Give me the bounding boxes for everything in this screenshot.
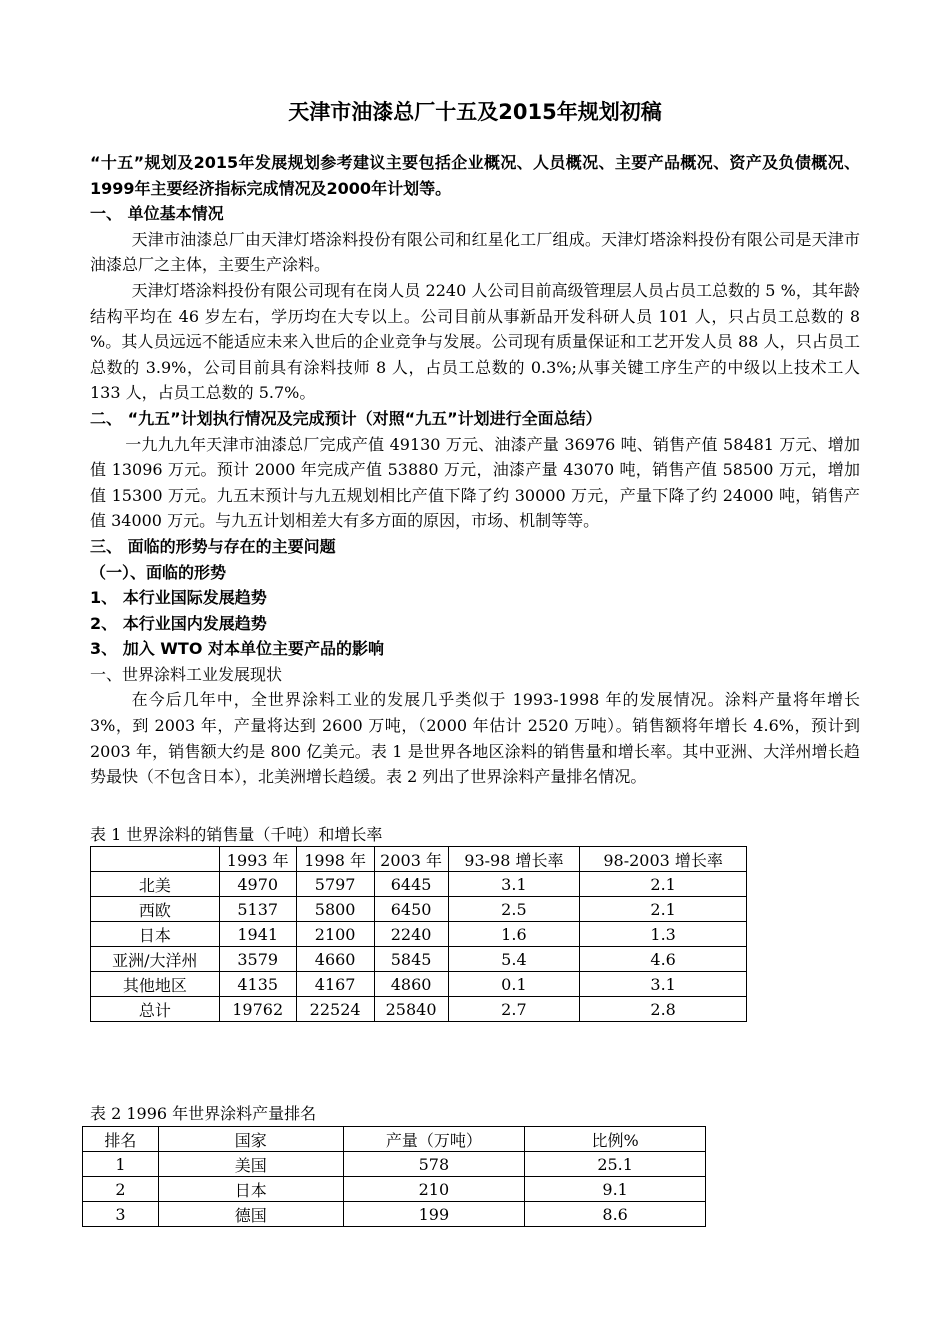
table-1-row bbox=[91, 897, 747, 922]
table-1-total-row bbox=[91, 997, 747, 1022]
table-1-cell: 日本 bbox=[91, 922, 220, 947]
table-2-header-cell: 产量（万吨） bbox=[343, 1127, 525, 1152]
table-1-header-cell bbox=[91, 847, 220, 872]
table-1-cell: 西欧 bbox=[91, 897, 220, 922]
table-2-header-row bbox=[83, 1127, 706, 1152]
table-2-cell: 德国 bbox=[158, 1202, 343, 1227]
table-1-cell: 22524 bbox=[296, 997, 374, 1022]
table-1-cell: 2100 bbox=[296, 922, 374, 947]
table-2-cell: 578 bbox=[343, 1152, 525, 1177]
table-1-header-cell: 2003 年 bbox=[374, 847, 448, 872]
document-body bbox=[90, 150, 860, 790]
table-2-cell: 1 bbox=[83, 1152, 159, 1177]
table-1-cell: 4.6 bbox=[580, 947, 747, 972]
table-1-cell: 6450 bbox=[374, 897, 448, 922]
table-1-cell: 2.1 bbox=[580, 872, 747, 897]
section-3-heading: 三、 面临的形势与存在的主要问题 bbox=[90, 536, 336, 556]
table-2 bbox=[82, 1126, 706, 1227]
table-1-cell: 5.4 bbox=[448, 947, 580, 972]
table-1-cell: 4860 bbox=[374, 972, 448, 997]
table-1-row bbox=[91, 922, 747, 947]
table-1-cell: 4135 bbox=[219, 972, 296, 997]
table-1-cell: 2.1 bbox=[580, 897, 747, 922]
table-1-cell: 北美 bbox=[91, 872, 220, 897]
table-1-row bbox=[91, 972, 747, 997]
table-1-cell: 5800 bbox=[296, 897, 374, 922]
table-1-cell: 4660 bbox=[296, 947, 374, 972]
table-1-header-cell: 1998 年 bbox=[296, 847, 374, 872]
table-2-cell: 美国 bbox=[158, 1152, 343, 1177]
table-2-cell: 25.1 bbox=[525, 1152, 706, 1177]
table-2-row bbox=[83, 1152, 706, 1177]
table-2-cell: 9.1 bbox=[525, 1177, 706, 1202]
table-2-cell: 3 bbox=[83, 1202, 159, 1227]
table-2-cell: 199 bbox=[343, 1202, 525, 1227]
table-1 bbox=[90, 846, 747, 1022]
section-2-paragraph-1: 一九九九年天津市油漆总厂完成产值 49130 万元、油漆产量 36976 吨、销售产值 58481 万元、增加值 13096 万元。预计 2000 年完成产值 53880 万元，油漆产量 43070 吨，销售产值 58500 万元，增加值 15300 万元。九五末预计与九五规划相比产值下降了约 30000 万元，产量下降了约 24000 吨，销售产值 34000 万元。与九五计划相差大有多方面的原因，市场、机制等等。 bbox=[90, 434, 860, 531]
table-2-caption: 表 2 1996 年世界涂料产量排名 bbox=[90, 1104, 317, 1123]
table-1-cell: 1941 bbox=[219, 922, 296, 947]
table-1-cell: 5845 bbox=[374, 947, 448, 972]
table-2-header-cell: 国家 bbox=[158, 1127, 343, 1152]
section-2-heading: 二、 “九五”计划执行情况及完成预计（对照“九五”计划进行全面总结） bbox=[90, 408, 602, 428]
table-2-cell: 8.6 bbox=[525, 1202, 706, 1227]
table-1-row bbox=[91, 872, 747, 897]
table-2-header-cell: 排名 bbox=[83, 1127, 159, 1152]
section-3-subheading-1: （一）、面临的形势 bbox=[90, 562, 227, 582]
table-1-cell: 其他地区 bbox=[91, 972, 220, 997]
table-2-header-cell: 比例% bbox=[525, 1127, 706, 1152]
table-1-cell: 1.6 bbox=[448, 922, 580, 947]
table-1-cell: 3579 bbox=[219, 947, 296, 972]
table-2-cell: 210 bbox=[343, 1177, 525, 1202]
section-1-heading: 一、 单位基本情况 bbox=[90, 204, 224, 224]
table-1-caption: 表 1 世界涂料的销售量（千吨）和增长率 bbox=[90, 825, 383, 844]
table-1-cell: 6445 bbox=[374, 872, 448, 897]
table-1-header-cell: 98-2003 增长率 bbox=[580, 847, 747, 872]
intro-paragraph: “十五”规划及2015年发展规划参考建议主要包括企业概况、人员概况、主要产品概况、资产及负债概况、1999年主要经济指标完成情况及2000年计划等。 bbox=[90, 153, 860, 198]
table-2-cell: 日本 bbox=[158, 1177, 343, 1202]
section-1-paragraph-1: 天津市油漆总厂由天津灯塔涂料投份有限公司和红星化工厂组成。天津灯塔涂料投份有限公司是天津市油漆总厂之主体，主要生产涂料。 bbox=[90, 229, 860, 275]
table-1-cell: 亚洲/大洋州 bbox=[91, 947, 220, 972]
table-1-cell: 总计 bbox=[91, 997, 220, 1022]
section-3-subheading-2: 一、世界涂料工业发展现状 bbox=[90, 664, 283, 684]
page-title: 天津市油漆总厂十五及2015年规划初稿 bbox=[288, 100, 662, 124]
table-1-cell: 2.5 bbox=[448, 897, 580, 922]
table-2-cell: 2 bbox=[83, 1177, 159, 1202]
section-3-item-1: 1、 本行业国际发展趋势 bbox=[90, 588, 267, 608]
table-1-cell: 1.3 bbox=[580, 922, 747, 947]
table-1-cell: 2.7 bbox=[448, 997, 580, 1022]
table-1-cell: 4970 bbox=[219, 872, 296, 897]
section-3-paragraph-1: 在今后几年中，全世界涂料工业的发展几乎类似于 1993-1998 年的发展情况。涂料产量将年增长 3%，到 2003 年，产量将达到 2600 万吨，（2000 年估计 2520 万吨）。销售额将年增长 4.6%，预计到 2003 年，销售额大约是 800 亿美元。表 1 是世界各地区涂料的销售量和增长率。其中亚洲、大洋州增长趋势最快（不包含日本），北美洲增长趋缓。表 2 列出了世界涂料产量排名情况。 bbox=[90, 690, 860, 787]
table-1-header-row bbox=[91, 847, 747, 872]
section-3-item-2: 2、 本行业国内发展趋势 bbox=[90, 613, 267, 633]
table-1-cell: 2.8 bbox=[580, 997, 747, 1022]
table-1-cell: 25840 bbox=[374, 997, 448, 1022]
table-1-cell: 4167 bbox=[296, 972, 374, 997]
table-1-cell: 3.1 bbox=[580, 972, 747, 997]
table-2-row bbox=[83, 1177, 706, 1202]
section-3-item-3: 3、 加入 WTO 对本单位主要产品的影响 bbox=[90, 639, 385, 659]
table-1-header-cell: 93-98 增长率 bbox=[448, 847, 580, 872]
table-1-cell: 5137 bbox=[219, 897, 296, 922]
table-1-header-cell: 1993 年 bbox=[219, 847, 296, 872]
table-2-row bbox=[83, 1202, 706, 1227]
table-1-cell: 5797 bbox=[296, 872, 374, 897]
table-1-cell: 2240 bbox=[374, 922, 448, 947]
table-1-cell: 0.1 bbox=[448, 972, 580, 997]
table-1-row bbox=[91, 947, 747, 972]
section-1-paragraph-2: 天津灯塔涂料投份有限公司现有在岗人员 2240 人公司目前高级管理层人员占员工总数的 5 %，其年龄结构平均在 46 岁左右，学历均在大专以上。公司目前从事新品开发科研人员 101 人，只占员工总数的 8 %。其人员远远不能适应未来入世后的企业竞争与发展。公司现有质量保证和工艺开发人员 88 人，只占员工总数的 3.9%，公司目前具有涂料技师 8 人，占员工总数的 0.3%;从事关键工序生产的中级以上技术工人 133 人，占员工总数的 5.7%。 bbox=[90, 280, 860, 403]
table-1-cell: 19762 bbox=[219, 997, 296, 1022]
table-1-cell: 3.1 bbox=[448, 872, 580, 897]
